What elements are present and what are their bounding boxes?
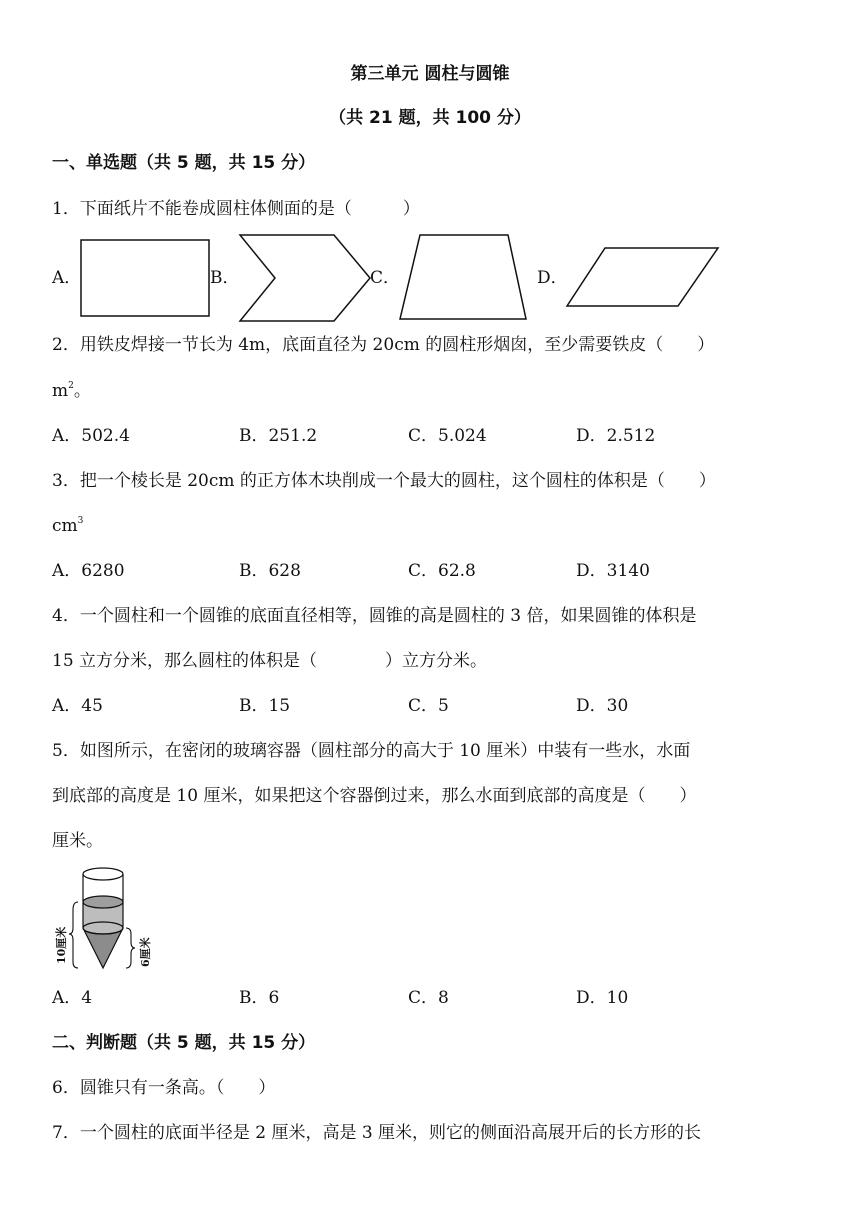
question-4-option-c: C．5 (408, 696, 449, 716)
question-5-option-c: C．8 (408, 988, 449, 1008)
question-5-stem-continued: 到底部的高度是 10 厘米，如果把这个容器倒过来，那么水面到底部的高度是（ ） (52, 786, 697, 806)
question-4-option-a: A．45 (52, 696, 103, 716)
question-5-stem-end: 厘米。 (52, 831, 103, 851)
question-4-option-d: D．30 (576, 696, 629, 716)
rectangle-shape-figure (80, 238, 210, 318)
question-1-option-d-label: D． (537, 268, 568, 288)
question-3-unit: $cm^3$ (52, 516, 84, 536)
question-2-stem: 2．用铁皮焊接一节长为 4m，底面直径为 20cm 的圆柱形烟囱，至少需要铁皮（ ） (52, 335, 715, 355)
parallelogram-shape-figure (565, 246, 720, 308)
question-4-stem: 4．一个圆柱和一个圆锥的底面直径相等，圆锥的高是圆柱的 3 倍，如果圆锥的体积是 (52, 606, 697, 626)
section-heading-true-false: 二、判断题（共 5 题，共 15 分） (52, 1033, 316, 1053)
question-2-option-b: B．251.2 (239, 426, 318, 446)
question-3-option-b: B．628 (239, 561, 301, 581)
question-2-unit: $m^2$。 (52, 381, 91, 401)
question-1-option-a-label: A． (52, 268, 82, 288)
container-figure (52, 862, 162, 974)
question-2-option-c: C．5.024 (408, 426, 487, 446)
question-3-stem: 3．把一个棱长是 20cm 的正方体木块削成一个最大的圆柱，这个圆柱的体积是（ ） (52, 471, 716, 491)
question-5-option-a: A．4 (52, 988, 93, 1008)
question-1-option-c-label: C． (370, 268, 401, 288)
question-4-stem-continued: 15 立方分米，那么圆柱的体积是（ ）立方分米。 (52, 651, 488, 671)
question-5-option-d: D．10 (576, 988, 629, 1008)
section-heading-single-choice: 一、单选题（共 5 题，共 15 分） (52, 153, 316, 173)
question-7-stem: 7．一个圆柱的底面半径是 2 厘米，高是 3 厘米，则它的侧面沿高展开后的长方形的长 (52, 1123, 702, 1143)
question-2-option-d: D．2.512 (576, 426, 656, 446)
figure-label-6cm (138, 937, 152, 967)
chevron-shape-figure (238, 233, 373, 323)
svg-text:10厘米: 10厘米 (55, 926, 68, 964)
page-subtitle: （共 21 题，共 100 分） (329, 108, 531, 128)
question-4-option-b: B．15 (239, 696, 291, 716)
question-2-option-a: A．502.4 (52, 426, 130, 446)
question-5-stem: 5．如图所示，在密闭的玻璃容器（圆柱部分的高大于 10 厘米）中装有一些水，水面 (52, 741, 691, 761)
question-1-option-b-label: B． (210, 268, 240, 288)
svg-text:6厘米: 6厘米 (139, 937, 152, 967)
question-6-stem: 6．圆锥只有一条高。（ ） (52, 1078, 276, 1098)
page-title: 第三单元 圆柱与圆锥 (350, 64, 510, 84)
question-3-option-d: D．3140 (576, 561, 650, 581)
question-5-option-b: B．6 (239, 988, 280, 1008)
trapezoid-shape-figure (398, 233, 528, 321)
figure-label-10cm (54, 927, 68, 964)
question-1-stem: 1．下面纸片不能卷成圆柱体侧面的是（ ） (52, 199, 420, 219)
question-3-option-a: A．6280 (52, 561, 125, 581)
question-3-option-c: C．62.8 (408, 561, 476, 581)
